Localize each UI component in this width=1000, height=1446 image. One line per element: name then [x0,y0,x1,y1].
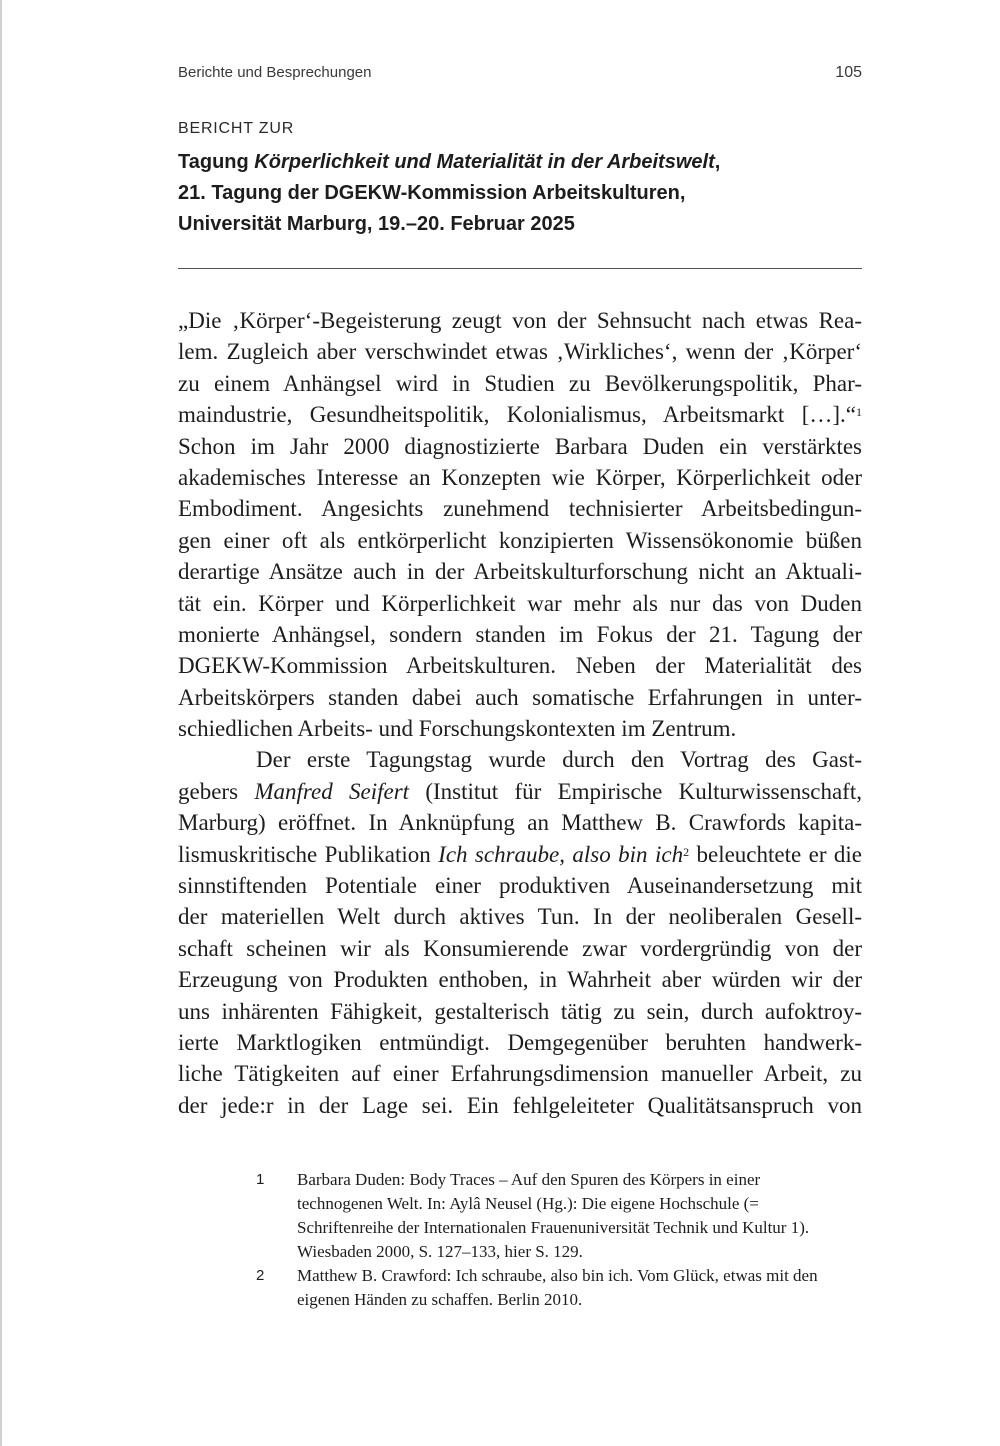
body-line [178,1090,862,1121]
text: derartige Ansätze auch in der Arbeitskulturforschung nicht an Aktuali- [178,559,862,585]
body-line [178,713,862,744]
text: Der erste Tagungstag wurde durch den Vortrag des Gast- [256,747,862,773]
body-line [178,650,862,681]
text: ierte Marktlogiken entmündigt. Demgegenüber beruhten handwerk- [178,1029,862,1055]
body-line [178,996,862,1027]
page-number: 105 [835,64,862,81]
title-suffix: , [714,151,721,173]
footnote-text: Matthew B. Crawford: Ich schraube, also bin ich. Vom Glück, etwas mit den eigenen Händen zu schaffen. Berlin 2010. [297,1266,818,1309]
text: monierte Anhängsel, sondern standen im Fokus der 21. Tagung der [178,621,862,647]
footnote-text: Barbara Duden: Body Traces – Auf den Spuren des Körpers in einer technogenen Welt. In: Aylâ Neusel (Hg.): Die eigene Hochschule (= Schriftenreihe der Internationalen Frauenuniversität Technik und Kultur 1). Wiesbaden 2000, S. 127–133, hier S. 129. [297,1170,810,1261]
running-head: Berichte und Besprechungen [178,64,372,81]
text: der materiellen Welt durch aktives Tun. In der neoliberalen Gesell- [178,904,862,930]
body-line [178,964,862,995]
text: DGEKW-Kommission Arbeitskulturen. Neben der Materialität des [178,653,862,679]
body-line [178,588,862,619]
text: Schon im Jahr 2000 diagnostizierte Barbara Duden ein verstärktes [178,433,862,459]
text: uns inhärenten Fähigkeit, gestalterisch tätig zu sein, durch aufoktroy- [178,998,862,1024]
page-edge [0,0,2,1446]
body-line [178,1027,862,1058]
title-line-1 [178,147,720,178]
body-line [178,807,862,838]
body-line [178,1058,862,1089]
footnote [256,1168,836,1264]
body-line [178,399,862,430]
body-line [178,368,862,399]
body-line [178,493,862,524]
text: tät ein. Körper und Körperlichkeit war mehr als nur das von Duden [178,590,862,616]
title-line-3: Universität Marburg, 19.–20. Februar 2025 [178,213,575,235]
body-line [178,933,862,964]
body-line [178,682,862,713]
body-line [178,556,862,587]
footnote-ref[interactable]: 1 [856,405,862,420]
text: lem. Zugleich aber verschwindet etwas ‚Wirkliches‘, wenn der ‚Körper‘ [178,339,862,365]
footnote-number: 1 [256,1171,265,1188]
body-line [178,431,862,462]
body-line [178,870,862,901]
italic-text: Manfred Seifert [254,778,410,804]
footnote-number: 2 [256,1267,265,1284]
article-title [178,147,720,240]
body-line [178,619,862,650]
text: lismuskritische Publikation [178,841,439,867]
text: liche Tätigkeiten auf einer Erfahrungsdimension manueller Arbeit, zu [178,1061,862,1087]
text: akademisches Interesse an Konzepten wie Körper, Körperlichkeit oder [178,464,862,490]
text: maindustrie, Gesundheitspolitik, Kolonialismus, Arbeitsmarkt […].“ [178,402,856,428]
title-italic: Körperlichkeit und Materialität in der Arbeitswelt [254,151,715,173]
text: Marburg) eröffnet. In Anknüpfung an Matthew B. Crawfords kapita- [178,810,862,836]
text: (Institut für Empirische Kulturwissenschaft, [409,778,862,804]
text: gebers [178,778,255,804]
text: schiedlichen Arbeits- und Forschungskontexten im Zentrum. [178,716,737,742]
body-line [178,839,862,870]
text: Embodiment. Angesichts zunehmend technisierter Arbeitsbedingun- [178,496,862,522]
text: sinnstiftenden Potentiale einer produktiven Auseinandersetzung mit [178,873,862,899]
title-divider [178,268,862,269]
text: schaft scheinen wir als Konsumierende zwar vordergründig von der [178,935,862,961]
body-line [178,305,862,336]
text: beleuchtete er die [689,841,862,867]
italic-text: Ich schraube, also bin ich [438,841,684,867]
text: Arbeitskörpers standen dabei auch somatische Erfahrungen in unter- [178,684,862,710]
body-line [178,462,862,493]
body-line [178,336,862,367]
text: gen einer oft als entkörperlicht konzipierten Wissensökonomie büßen [178,527,862,553]
body-text [178,305,862,1121]
text: Erzeugung von Produkten enthoben, in Wahrheit aber würden wir der [178,967,862,993]
body-line [178,901,862,932]
text: „Die ‚Körper‘-Begeisterung zeugt von der Sehnsucht nach etwas Rea- [178,308,862,333]
footnotes [256,1168,836,1312]
body-line [178,744,862,775]
title-line-2: 21. Tagung der DGEKW-Kommission Arbeitskulturen, [178,182,686,204]
footnote [256,1264,836,1312]
body-line [178,525,862,556]
article-kicker: BERICHT ZUR [178,120,295,137]
title-prefix: Tagung [178,151,255,173]
body-line [178,776,862,807]
text: der jede:r in der Lage sei. Ein fehlgeleiteter Qualitätsanspruch von [178,1092,862,1118]
footnote-ref[interactable]: 2 [683,844,690,859]
text: zu einem Anhängsel wird in Studien zu Bevölkerungspolitik, Phar- [178,370,862,396]
